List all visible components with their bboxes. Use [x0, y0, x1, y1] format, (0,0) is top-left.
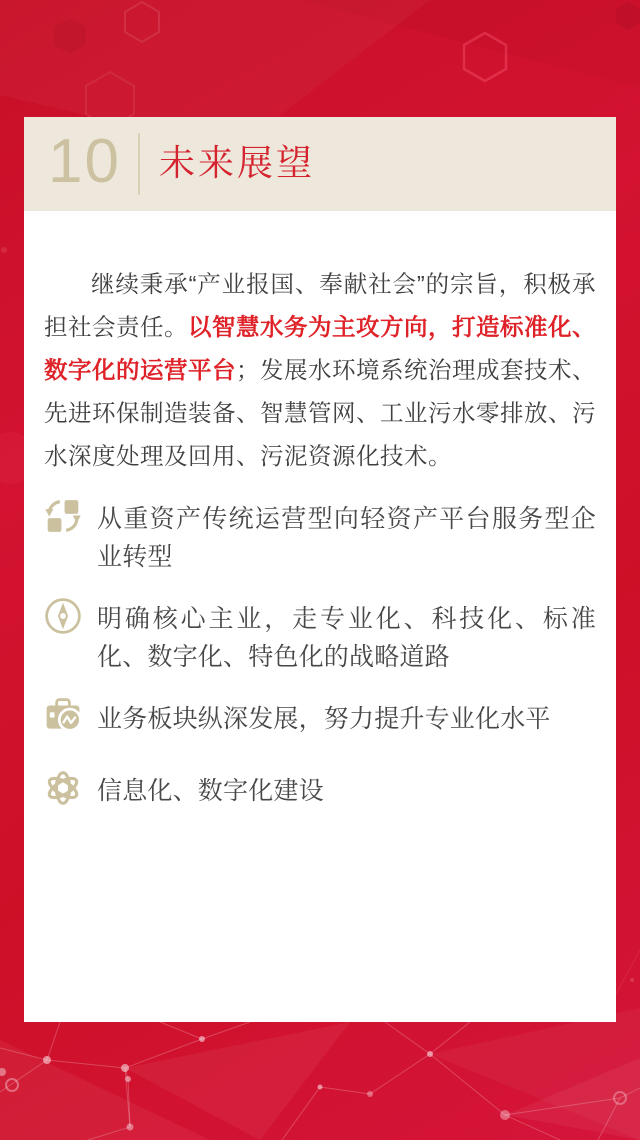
bullet-text: 信息化、数字化建设 [97, 777, 324, 805]
bullet-item-digitalization [44, 772, 596, 810]
bullet-text: 明确核心主业，走专业化、科技化、标准化、数字化、特色化的战略道路 [97, 605, 596, 671]
bullet-item-business-depth [44, 700, 596, 738]
section-header [24, 117, 616, 211]
glow-dot [1, 247, 7, 253]
transform-arrows-icon [44, 497, 82, 535]
header-divider [138, 133, 140, 195]
paragraph-intro: 继续秉承“产业报国、奉献社会”的宗旨，积极承担社会责任。 [44, 271, 596, 340]
briefcase-chart-icon [44, 697, 82, 735]
paragraph-rest: ；发展水环境系统治理成套技术、先进环保制造装备、智慧管网、工业污水零排放、污水深度处理及回用、污泥资源化技术。 [44, 357, 596, 469]
card-body [24, 211, 616, 810]
bullet-item-core-business [44, 600, 596, 676]
bullet-item-transformation [44, 500, 596, 576]
lead-paragraph [44, 263, 596, 478]
page-title: 未来展望 [158, 142, 315, 183]
bullet-text: 从重资产传统运营型向轻资产平台服务型企业转型 [97, 505, 596, 571]
bullet-list [44, 500, 596, 810]
section-number: 10 [48, 127, 121, 196]
atom-network-icon [44, 769, 82, 807]
compass-icon [44, 597, 82, 635]
paragraph-highlight: 以智慧水务为主攻方向，打造标准化、数字化的运营平台 [44, 314, 596, 383]
bullet-text: 业务板块纵深发展，努力提升专业化水平 [97, 705, 551, 733]
content-card [24, 117, 616, 1022]
